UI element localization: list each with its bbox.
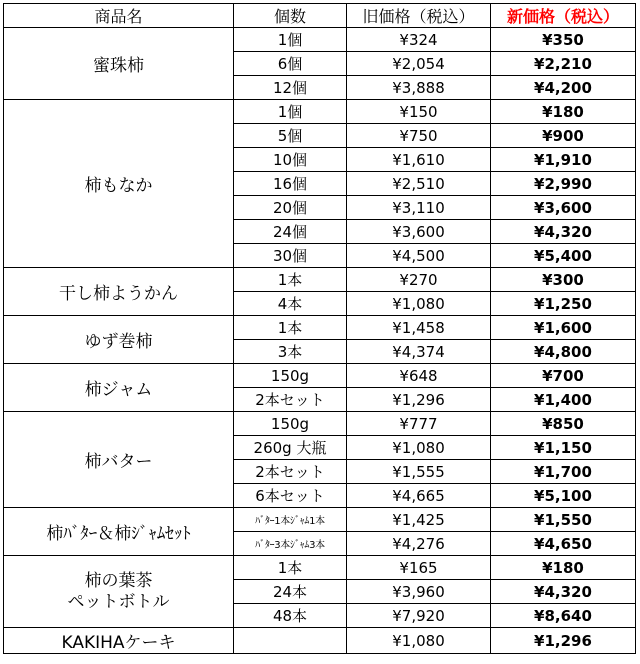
quantity-cell: 150g — [234, 364, 347, 388]
new-price-cell: ¥1,400 — [491, 388, 636, 412]
quantity-cell: 10個 — [234, 148, 347, 172]
new-price-cell: ¥5,400 — [491, 244, 636, 268]
quantity-cell: 5個 — [234, 124, 347, 148]
quantity-cell: 12個 — [234, 76, 347, 100]
new-price-cell: ¥850 — [491, 412, 636, 436]
quantity-cell: 150g — [234, 412, 347, 436]
table-row — [4, 628, 636, 654]
quantity-cell: 24個 — [234, 220, 347, 244]
quantity-cell: 1本 — [234, 268, 347, 292]
new-price-cell: ¥1,150 — [491, 436, 636, 460]
table-row — [4, 100, 636, 124]
quantity-cell — [234, 628, 347, 654]
new-price-cell: ¥1,700 — [491, 460, 636, 484]
old-price-cell: ¥2,054 — [347, 52, 491, 76]
new-price-cell: ¥1,550 — [491, 508, 636, 532]
product-name-cell: 柿ジャム — [4, 364, 234, 412]
old-price-cell: ¥3,110 — [347, 196, 491, 220]
quantity-cell: 2本セット — [234, 388, 347, 412]
old-price-cell: ¥1,458 — [347, 316, 491, 340]
product-name-cell: 柿ﾊﾞﾀｰ＆柿ｼﾞｬﾑｾｯﾄ — [4, 508, 234, 556]
new-price-cell: ¥4,320 — [491, 220, 636, 244]
new-price-cell: ¥1,910 — [491, 148, 636, 172]
new-price-cell: ¥1,296 — [491, 628, 636, 654]
header-quantity: 個数 — [234, 4, 347, 28]
header-product-name: 商品名 — [4, 4, 234, 28]
old-price-cell: ¥3,888 — [347, 76, 491, 100]
product-name-cell: 蜜珠柿 — [4, 28, 234, 100]
old-price-cell: ¥750 — [347, 124, 491, 148]
table-row — [4, 28, 636, 52]
quantity-cell: 2本セット — [234, 460, 347, 484]
new-price-cell: ¥4,800 — [491, 340, 636, 364]
product-name-cell: KAKIHAケーキ — [4, 628, 234, 654]
product-name-cell: 干し柿ようかん — [4, 268, 234, 316]
old-price-cell: ¥1,080 — [347, 436, 491, 460]
old-price-cell: ¥1,080 — [347, 292, 491, 316]
product-name-cell: 柿バター — [4, 412, 234, 508]
table-row — [4, 364, 636, 388]
old-price-cell: ¥1,555 — [347, 460, 491, 484]
old-price-cell: ¥165 — [347, 556, 491, 580]
quantity-cell: 20個 — [234, 196, 347, 220]
new-price-cell: ¥8,640 — [491, 604, 636, 628]
table-body — [4, 28, 636, 654]
old-price-cell: ¥4,500 — [347, 244, 491, 268]
quantity-cell: 48本 — [234, 604, 347, 628]
product-name-cell: 柿もなか — [4, 100, 234, 268]
product-name-cell: 柿の葉茶 ペットボトル — [4, 556, 234, 628]
new-price-cell: ¥1,600 — [491, 316, 636, 340]
old-price-cell: ¥7,920 — [347, 604, 491, 628]
quantity-cell: 6個 — [234, 52, 347, 76]
new-price-cell: ¥350 — [491, 28, 636, 52]
old-price-cell: ¥1,425 — [347, 508, 491, 532]
quantity-cell: 24本 — [234, 580, 347, 604]
header-row — [4, 4, 636, 28]
old-price-cell: ¥1,296 — [347, 388, 491, 412]
quantity-cell: 30個 — [234, 244, 347, 268]
new-price-cell: ¥180 — [491, 556, 636, 580]
new-price-cell: ¥3,600 — [491, 196, 636, 220]
quantity-cell: 1個 — [234, 100, 347, 124]
table-row — [4, 268, 636, 292]
new-price-cell: ¥180 — [491, 100, 636, 124]
new-price-cell: ¥1,250 — [491, 292, 636, 316]
new-price-cell: ¥4,650 — [491, 532, 636, 556]
old-price-cell: ¥777 — [347, 412, 491, 436]
quantity-cell: 1個 — [234, 28, 347, 52]
quantity-cell: 4本 — [234, 292, 347, 316]
quantity-cell: 3本 — [234, 340, 347, 364]
header-new-price: 新価格（税込） — [491, 4, 636, 28]
old-price-cell: ¥1,610 — [347, 148, 491, 172]
product-name-cell: ゆず巻柿 — [4, 316, 234, 364]
quantity-cell: 260g 大瓶 — [234, 436, 347, 460]
quantity-cell: 16個 — [234, 172, 347, 196]
old-price-cell: ¥648 — [347, 364, 491, 388]
quantity-cell: 6本セット — [234, 484, 347, 508]
table-row — [4, 316, 636, 340]
old-price-cell: ¥324 — [347, 28, 491, 52]
new-price-cell: ¥5,100 — [491, 484, 636, 508]
quantity-cell: 1本 — [234, 316, 347, 340]
old-price-cell: ¥3,600 — [347, 220, 491, 244]
old-price-cell: ¥4,276 — [347, 532, 491, 556]
old-price-cell: ¥2,510 — [347, 172, 491, 196]
old-price-cell: ¥4,665 — [347, 484, 491, 508]
new-price-cell: ¥900 — [491, 124, 636, 148]
quantity-cell: 1本 — [234, 556, 347, 580]
old-price-cell: ¥1,080 — [347, 628, 491, 654]
new-price-cell: ¥300 — [491, 268, 636, 292]
old-price-cell: ¥150 — [347, 100, 491, 124]
quantity-cell: ﾊﾞﾀｰ3本ｼﾞｬﾑ3本 — [234, 532, 347, 556]
table-row — [4, 556, 636, 580]
old-price-cell: ¥4,374 — [347, 340, 491, 364]
new-price-cell: ¥700 — [491, 364, 636, 388]
new-price-cell: ¥4,320 — [491, 580, 636, 604]
new-price-cell: ¥2,990 — [491, 172, 636, 196]
header-old-price: 旧価格（税込） — [347, 4, 491, 28]
old-price-cell: ¥3,960 — [347, 580, 491, 604]
table-row — [4, 412, 636, 436]
price-table — [3, 3, 636, 654]
old-price-cell: ¥270 — [347, 268, 491, 292]
quantity-cell: ﾊﾞﾀｰ1本ｼﾞｬﾑ1本 — [234, 508, 347, 532]
table-row — [4, 508, 636, 532]
new-price-cell: ¥4,200 — [491, 76, 636, 100]
new-price-cell: ¥2,210 — [491, 52, 636, 76]
